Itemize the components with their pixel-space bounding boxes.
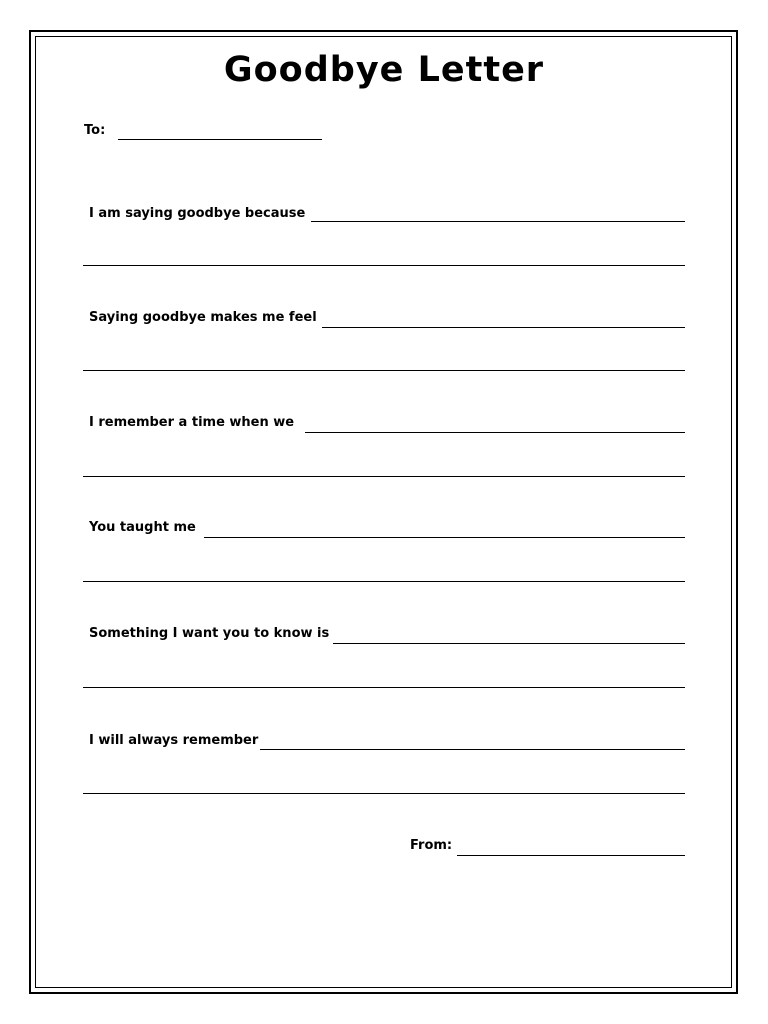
prompt-field-want-you-to-know[interactable] (333, 643, 685, 644)
to-label: To: (84, 123, 106, 138)
prompt-field-want-you-to-know-continued[interactable] (83, 687, 685, 688)
prompt-field-always-remember[interactable] (260, 749, 685, 750)
prompt-field-goodbye-because[interactable] (311, 221, 685, 222)
prompt-field-always-remember-continued[interactable] (83, 793, 685, 794)
prompt-field-makes-me-feel-continued[interactable] (83, 370, 685, 371)
prompt-field-you-taught-me-continued[interactable] (83, 581, 685, 582)
to-field[interactable] (118, 139, 322, 140)
prompt-label-always-remember: I will always remember (89, 733, 259, 748)
page-border-inner (35, 36, 732, 988)
from-field[interactable] (457, 855, 685, 856)
prompt-label-want-you-to-know: Something I want you to know is (89, 626, 330, 641)
prompt-label-remember-a-time: I remember a time when we (89, 415, 295, 430)
from-label: From: (410, 838, 453, 853)
prompt-field-you-taught-me[interactable] (204, 537, 685, 538)
page-title: Goodbye Letter (223, 50, 545, 90)
prompt-field-makes-me-feel[interactable] (322, 327, 685, 328)
prompt-label-makes-me-feel: Saying goodbye makes me feel (89, 310, 317, 325)
prompt-field-goodbye-because-continued[interactable] (83, 265, 685, 266)
prompt-label-you-taught-me: You taught me (89, 520, 196, 535)
prompt-field-remember-a-time-continued[interactable] (83, 476, 685, 477)
prompt-label-goodbye-because: I am saying goodbye because (89, 206, 306, 221)
prompt-field-remember-a-time[interactable] (305, 432, 685, 433)
